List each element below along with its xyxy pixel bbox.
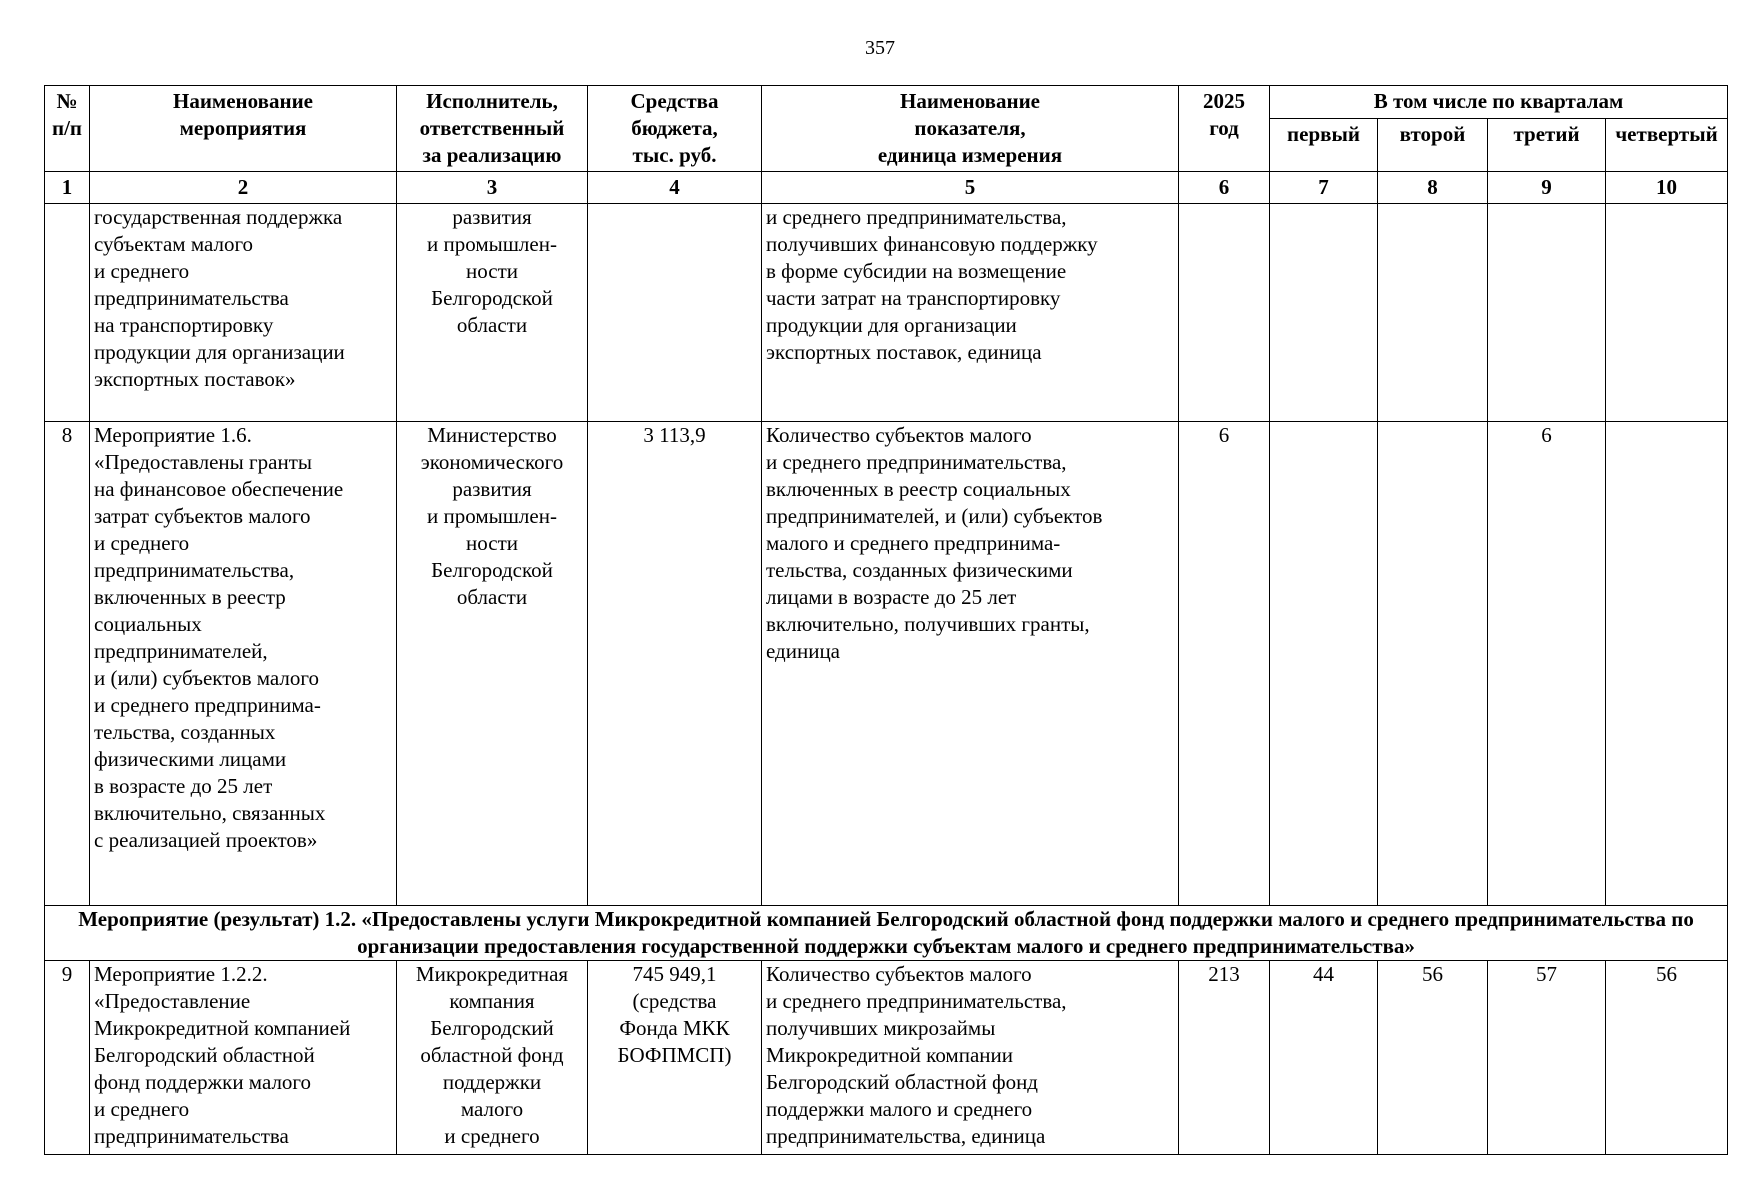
column-number: 6 (1179, 172, 1270, 204)
header-year: 2025 год (1179, 86, 1270, 172)
q2-value (1378, 422, 1488, 906)
row-num (45, 204, 90, 422)
header-row (45, 86, 1728, 119)
q2-value (1378, 204, 1488, 422)
column-number: 8 (1378, 172, 1488, 204)
section-heading-row (45, 906, 1728, 961)
column-number: 5 (762, 172, 1179, 204)
indicator: и среднего предпринимательства, получивших финансовую поддержку в форме субсидии на возмещение части затрат на транспортировку продукции для организации экспортных поставок, единица (762, 204, 1179, 422)
year-value (1179, 204, 1270, 422)
executor: развития и промышлен- ности Белгородской области (397, 204, 588, 422)
measure-name: государственная поддержка субъектам малого и среднего предпринимательства на транспортировку продукции для организации экспортных поставок» (90, 204, 397, 422)
measure-name: Мероприятие 1.2.2. «Предоставление Микрокредитной компанией Белгородский областной фонд поддержки малого и среднего предпринимательства (90, 961, 397, 1155)
budget: 745 949,1 (средства Фонда МКК БОФПМСП) (588, 961, 762, 1155)
column-number: 10 (1606, 172, 1728, 204)
table-row (45, 204, 1728, 422)
header-budget: Средства бюджета, тыс. руб. (588, 86, 762, 172)
section-heading: Мероприятие (результат) 1.2. «Предоставлены услуги Микрокредитной компанией Белгородский областной фонд поддержки малого и среднего предпринимательства по организации предоставления государственной поддержки субъектам малого и среднего предпринимательства» (45, 906, 1728, 961)
q1-value: 44 (1270, 961, 1378, 1155)
budget (588, 204, 762, 422)
executor: Министерство экономического развития и промышлен- ности Белгородской области (397, 422, 588, 906)
header-q4: четвертый (1606, 119, 1728, 172)
column-number: 9 (1488, 172, 1606, 204)
q4-value: 56 (1606, 961, 1728, 1155)
row-num: 8 (45, 422, 90, 906)
q4-value (1606, 422, 1728, 906)
column-number: 4 (588, 172, 762, 204)
header-q2: второй (1378, 119, 1488, 172)
q3-value: 6 (1488, 422, 1606, 906)
header-q3: третий (1488, 119, 1606, 172)
header-q1: первый (1270, 119, 1378, 172)
indicator: Количество субъектов малого и среднего предпринимательства, включенных в реестр социальных предпринимателей, и (или) субъектов малого и среднего предпринима- тельства, созданных физическими лицами в возрасте до 25 лет включительно, получивших гранты, единица (762, 422, 1179, 906)
column-numbers-row (45, 172, 1728, 204)
header-name: Наименование мероприятия (90, 86, 397, 172)
q3-value: 57 (1488, 961, 1606, 1155)
year-value: 6 (1179, 422, 1270, 906)
q2-value: 56 (1378, 961, 1488, 1155)
executor: Микрокредитная компания Белгородский областной фонд поддержки малого и среднего (397, 961, 588, 1155)
indicator: Количество субъектов малого и среднего предпринимательства, получивших микрозаймы Микрокредитной компании Белгородский областной фонд поддержки малого и среднего предпринимательства, единица (762, 961, 1179, 1155)
q3-value (1488, 204, 1606, 422)
header-num: № п/п (45, 86, 90, 172)
header-executor: Исполнитель, ответственный за реализацию (397, 86, 588, 172)
page-number: 357 (865, 37, 895, 59)
budget: 3 113,9 (588, 422, 762, 906)
column-number: 3 (397, 172, 588, 204)
column-number: 7 (1270, 172, 1378, 204)
year-value: 213 (1179, 961, 1270, 1155)
column-number: 2 (90, 172, 397, 204)
q4-value (1606, 204, 1728, 422)
table-row (45, 422, 1728, 906)
column-number: 1 (45, 172, 90, 204)
table-row (45, 961, 1728, 1155)
measures-table (44, 85, 1728, 1155)
q1-value (1270, 204, 1378, 422)
header-indicator: Наименование показателя, единица измерения (762, 86, 1179, 172)
q1-value (1270, 422, 1378, 906)
row-num: 9 (45, 961, 90, 1155)
header-quarters-group: В том числе по кварталам (1270, 86, 1728, 119)
measure-name: Мероприятие 1.6. «Предоставлены гранты на финансовое обеспечение затрат субъектов малого и среднего предпринимательства, включенных в реестр социальных предпринимателей, и (или) субъектов малого и среднего предпринима- тельства, созданных физическими лицами в возрасте до 25 лет включительно, связанных с реализацией проектов» (90, 422, 397, 906)
